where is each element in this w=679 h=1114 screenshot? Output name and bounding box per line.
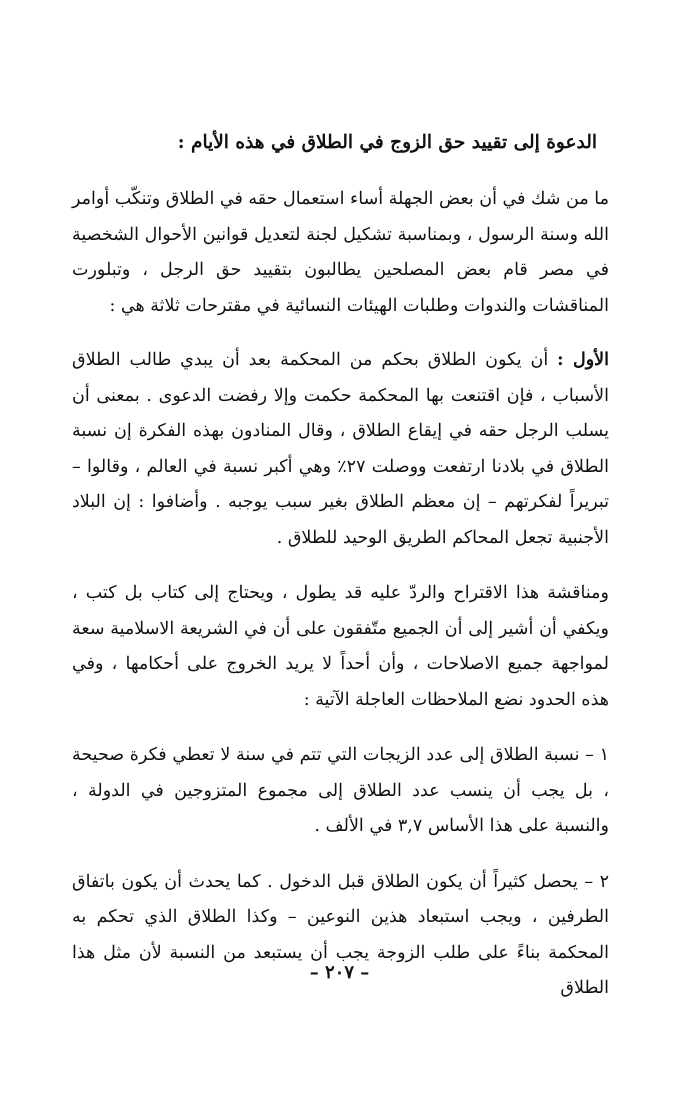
paragraph-lead-first: الأول : — [557, 350, 610, 370]
paragraph-discussion-text: ومناقشة هذا الاقتراح والردّ عليه قد يطول ، ويحتاج إلى كتاب بل كتب ، ويكفي أن أشير إلى أن الجميع متّفقون على أن في الشريعة الاسلامية سعة لمواجهة جميع الاصلاحات ، وأن أحداً لا يريد الخروج على أحكامها ، وفي هذه الحدود نضع الملاحظات العاجلة الآتية : — [72, 583, 609, 710]
book-page — [72, 128, 609, 1007]
paragraph-discussion — [72, 576, 609, 718]
paragraph-first-proposal — [72, 343, 609, 556]
section-heading: الدعوة إلى تقييد حق الزوج في الطلاق في هذه الأيام : — [177, 132, 597, 153]
paragraph-note-two-text: ٢ – يحصل كثيراً أن يكون الطلاق قبل الدخول . كما يحدث أن يكون باتفاق الطرفين ، ويجب استبعاد هذين النوعين – وكذا الطلاق الذي تحكم به المحكمة بناءً على طلب الزوجة يجب أن يستبعد من النسبة لأن مثل هذا الطلاق — [72, 871, 609, 998]
paragraph-note-one-text: ١ – نسبة الطلاق إلى عدد الزيجات التي تتم في سنة لا تعطي فكرة صحيحة ، بل يجب أن ينسب عدد الطلاق إلى مجموع المتزوجين في الدولة ، والنسبة على هذا الأساس ٣,٧ في الألف . — [72, 745, 609, 836]
paragraph-first-proposal-text: أن يكون الطلاق بحكم من المحكمة بعد أن يبدي طالب الطلاق الأسباب ، فإن اقتنعت بها المحكمة حكمت وإلا رفضت الدعوى . بمعنى أن يسلب الرجل حقه في إيقاع الطلاق ، وقال المنادون بهذه الفكرة إن نسبة الطلاق في بلادنا ارتفعت ووصلت ٢٧٪ وهي أكبر نسبة في العالم ، وقالوا – تبريراً لفكرتهم – إن معظم الطلاق بغير سبب يوجبه . وأضافوا : إن البلاد الأجنبية تجعل المحاكم الطريق الوحيد للطلاق . — [72, 350, 609, 548]
paragraph-intro-text: ما من شك في أن بعض الجهلة أساء استعمال حقه في الطلاق وتنكّب أوامر الله وسنة الرسول ، وبمناسبة تشكيل لجنة لتعديل قوانين الأحوال الشخصية في مصر قام بعض المصلحين يطالبون بتقييد حق الرجل ، وتبلورت المناقشات والندوات وطلبات الهيئات النسائية في مقترحات ثلاثة هي : — [71, 189, 609, 316]
page-number: – ٢٠٧ – — [309, 962, 370, 983]
paragraph-note-one — [72, 738, 609, 845]
paragraph-intro — [72, 182, 609, 324]
paragraph-note-two — [72, 865, 609, 1007]
